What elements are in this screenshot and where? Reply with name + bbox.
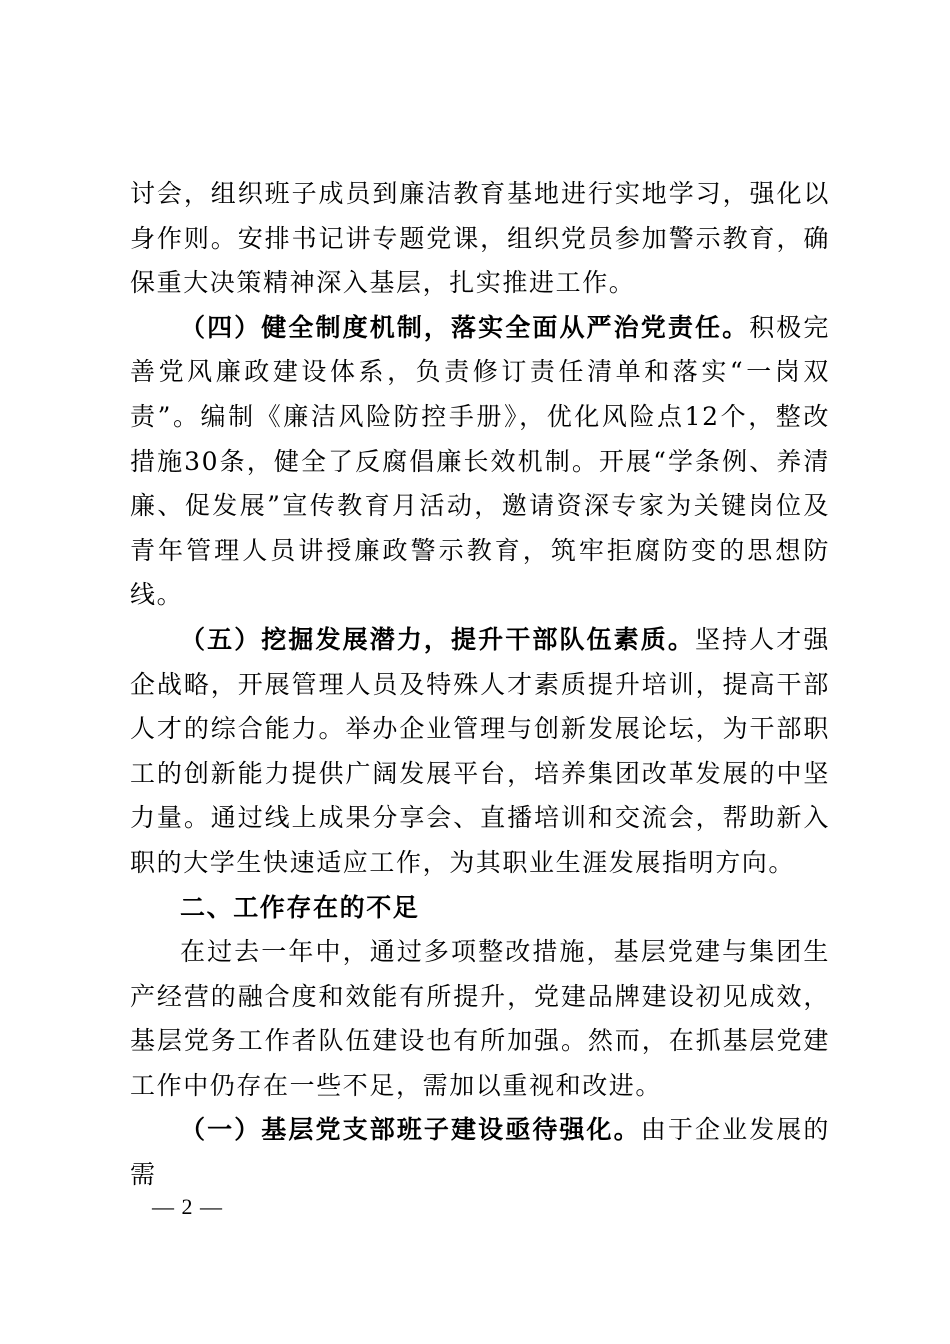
subsection-one-lead: （一）基层党支部班子建设亟待强化。 [180,1115,641,1145]
paragraph-subsection-one [130,1108,830,1197]
section-four-lead: （四）健全制度机制，落实全面从严治党责任。 [180,312,750,342]
shortcomings-intro-text: 在过去一年中，通过多项整改措施，基层党建与集团生产经营的融合度和效能有所提升，党建品牌建设初见成效，基层党务工作者队伍建设也有所加强。然而，在抓基层党建工作中仍存在一些不足，需加以重视和改进。 [130,937,830,1100]
paragraph-text: 讨会，组织班子成员到廉洁教育基地进行实地学习，强化以身作则。安排书记讲专题党课，组织党员参加警示教育，确保重大决策精神深入基层，扎实推进工作。 [130,179,830,298]
paragraph-section-five [130,618,830,886]
document-page [130,172,830,1198]
paragraph-shortcomings-intro [130,930,830,1108]
section-five-text: 坚持人才强企战略，开展管理人员及特殊人才素质提升培训，提高干部人才的综合能力。举办企业管理与创新发展论坛，为干部职工的创新能力提供广阔发展平台，培养集团改革发展的中坚力量。通过线上成果分享会、直播培训和交流会，帮助新入职的大学生快速适应工作，为其职业生涯发展指明方向。 [130,624,830,877]
section-five-lead: （五）挖掘发展潜力，提升干部队伍素质。 [180,624,695,654]
section-four-text: 积极完善党风廉政建设体系，负责修订责任清单和落实“一岗双责”。编制《廉洁风险防控手册》，优化风险点12个，整改措施30条，健全了反腐倡廉长效机制。开展“学条例、养清廉、促发展”宣传教育月活动，邀请资深专家为关键岗位及青年管理人员讲授廉政警示教育，筑牢拒腐防变的思想防线。 [130,312,830,610]
page-number: — 2 — [152,1194,223,1219]
section-heading-shortcomings: 二、工作存在的不足 [180,892,420,922]
subsection-one-text: 由于企业发展的需 [130,1115,831,1190]
paragraph-continuation [130,172,830,306]
paragraph-section-four [130,306,830,618]
